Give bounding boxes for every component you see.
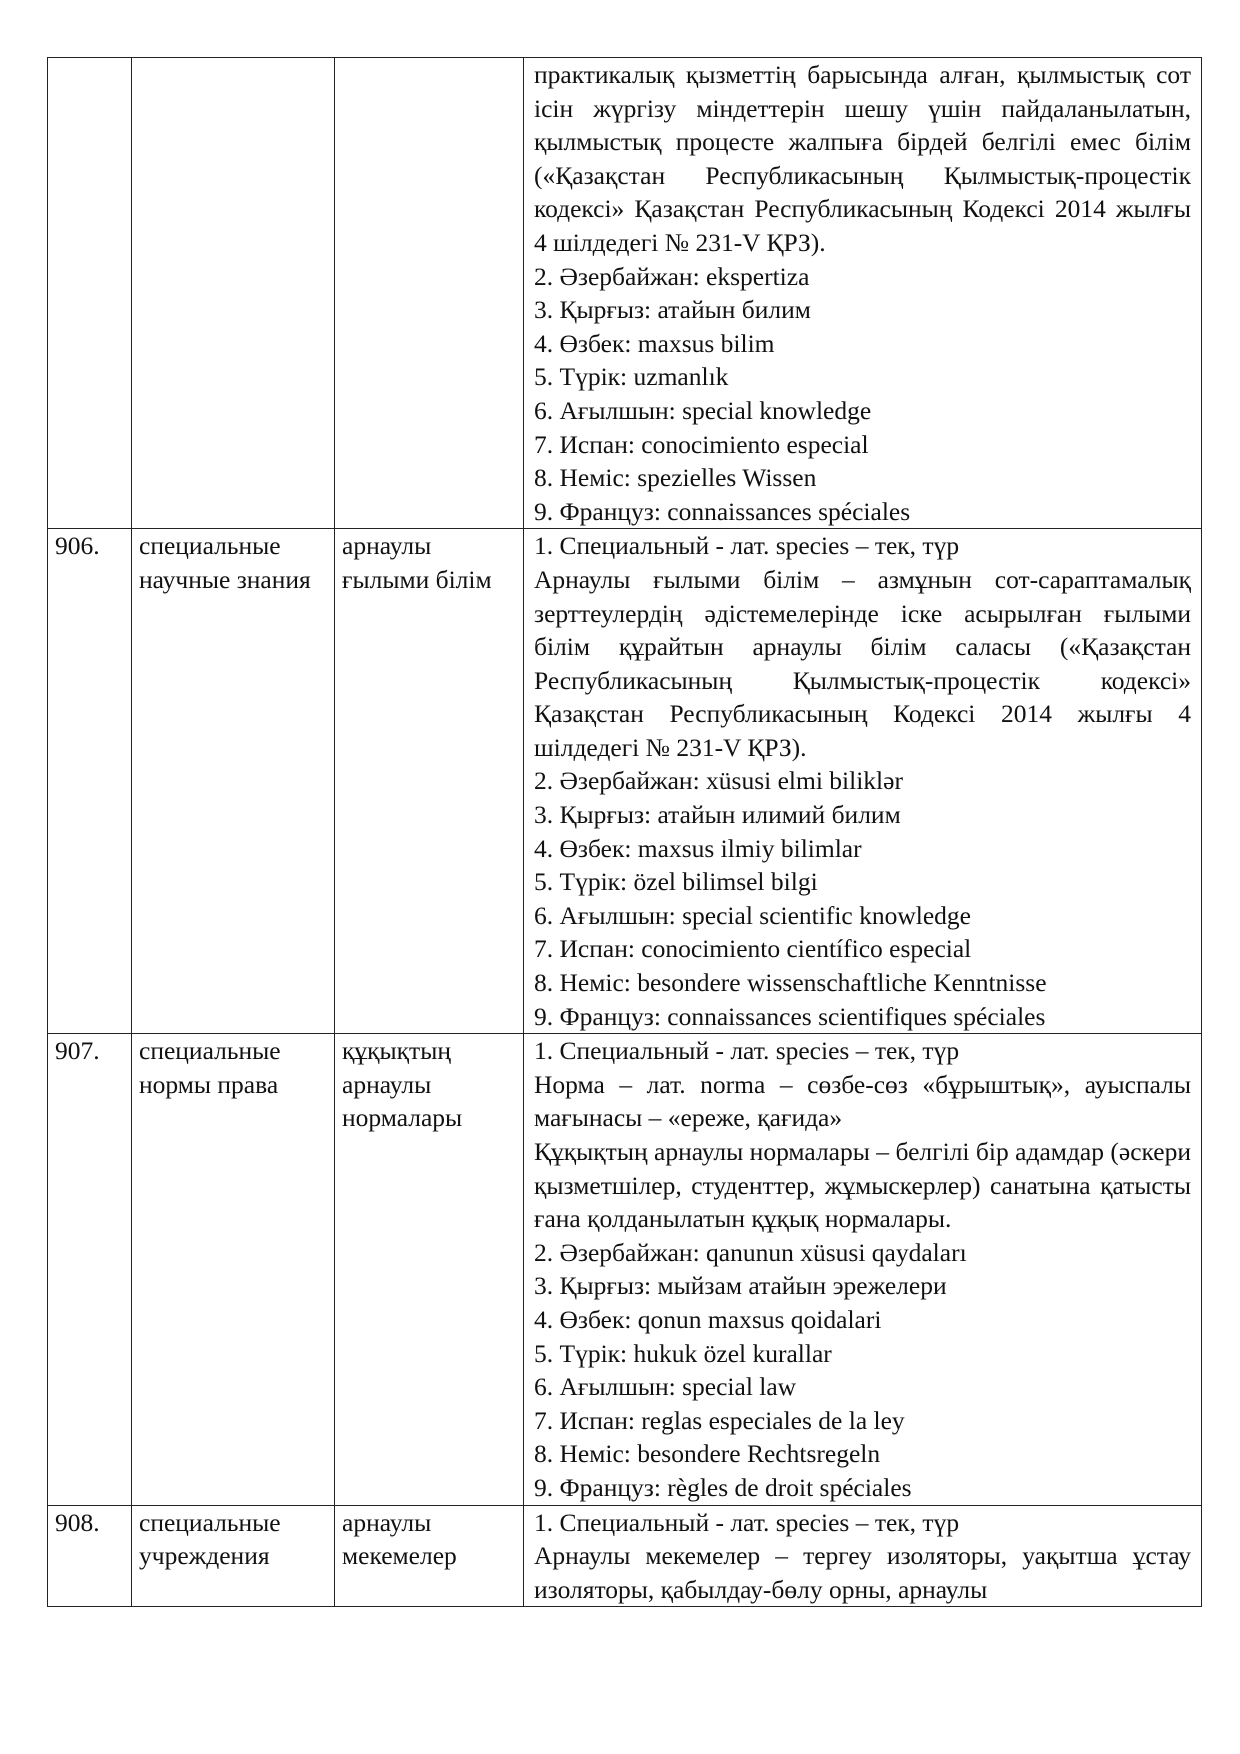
definition-cell: [524, 1034, 1202, 1505]
entry-number: [48, 58, 132, 529]
translation-line: 5. Түрік: hukuk özel kurallar: [534, 1338, 832, 1368]
translation-line: 8. Неміс: besondere Rechtsregeln: [534, 1439, 881, 1469]
translation-line: 2. Әзербайжан: ekspertiza: [534, 261, 810, 291]
kazakh-term: құқықтың арнаулы нормалары: [335, 1034, 524, 1505]
translation-line: 7. Испан: conocimiento científico especial: [534, 934, 972, 964]
translation-line: 6. Ағылшын: special knowledge: [534, 395, 872, 425]
translation-line: 9. Француз: règles de droit spéciales: [534, 1472, 912, 1502]
translation-line: 5. Түрік: uzmanlık: [534, 362, 729, 392]
entry-number: 907.: [48, 1034, 132, 1505]
definition-text: практикалық қызметтің барысында алған, қылмыстық сот ісін жүргізу міндеттерін шешу үшін пайдаланылатын, қылмыстық процесте жалпыға бірдей белгілі емес білім («Қазақстан Республикасының Қылмыстық-процестік кодексі» Қазақстан Республикасының Кодексі 2014 жылғы 4 шілдедегі № 231-V ҚРЗ).: [534, 60, 1191, 257]
table-row: [48, 529, 1202, 1034]
translation-line: 4. Өзбек: qonun maxsus qoidalari: [534, 1304, 882, 1334]
russian-term: [132, 58, 335, 529]
definition-cell: [524, 58, 1202, 529]
translation-line: 6. Ағылшын: special scientific knowledge: [534, 900, 971, 930]
translation-line: 9. Француз: connaissances scientifiques spéciales: [534, 1001, 1046, 1031]
translation-line: 2. Әзербайжан: qanunun xüsusi qaydaları: [534, 1237, 967, 1267]
table-row: [48, 1034, 1202, 1505]
etymology-note: Норма – лат. norma – сөзбе-сөз «бұрыштық», ауыспалы мағынасы – «ереже, қағида»: [534, 1069, 1191, 1133]
translation-line: 4. Өзбек: maxsus ilmiy bilimlar: [534, 833, 862, 863]
translation-line: 7. Испан: conocimiento especial: [534, 429, 869, 459]
translation-line: 5. Түрік: özel bilimsel bilgi: [534, 867, 818, 897]
translation-line: 8. Неміс: besondere wissenschaftliche Kenntnisse: [534, 968, 1047, 998]
translation-line: 2. Әзербайжан: xüsusi elmi biliklər: [534, 766, 903, 796]
translation-line: 9. Француз: connaissances spéciales: [534, 496, 911, 526]
translation-line: 3. Қырғыз: атайын илимий билим: [534, 800, 901, 830]
etymology-line: 1. Специальный - лат. species – тек, түр: [534, 531, 960, 561]
table-row: [48, 58, 1202, 529]
entry-number: 908.: [48, 1505, 132, 1607]
definition-text: Арнаулы мекемелер – тергеу изоляторы, уақытша ұстау изоляторы, қабылдау-бөлу орны, арнаулы: [534, 1541, 1191, 1604]
russian-term: специальные учреждения: [132, 1505, 335, 1607]
definition-text: Құқықтың арнаулы нормалары – белгілі бір адамдар (әскери қызметшілер, студенттер, жұмыскерлер) санатына қатысты ғана қолданылатын құқық нормалары.: [534, 1137, 1191, 1234]
translation-line: 6. Ағылшын: special law: [534, 1372, 797, 1402]
kazakh-term: арнаулы мекемелер: [335, 1505, 524, 1607]
etymology-line: 1. Специальный - лат. species – тек, түр: [534, 1507, 960, 1537]
translation-line: 7. Испан: reglas especiales de la ley: [534, 1405, 905, 1435]
kazakh-term: арнаулы ғылыми білім: [335, 529, 524, 1034]
table-row: [48, 1505, 1202, 1607]
definition-text: Арнаулы ғылыми білім – азмұнын сот-сараптамалық зерттеулердің әдістемелерінде іске асырылған ғылыми білім құрайтын арнаулы білім саласы («Қазақстан Республикасының Қылмыстық-процестік кодексі» Қазақстан Республикасының Кодексі 2014 жылғы 4 шілдедегі № 231-V ҚРЗ).: [534, 564, 1191, 762]
russian-term: специальные нормы права: [132, 1034, 335, 1505]
translation-line: 4. Өзбек: maxsus bilim: [534, 328, 775, 358]
kazakh-term: [335, 58, 524, 529]
document-page: [47, 57, 1201, 1607]
definition-cell: [524, 529, 1202, 1034]
entry-number: 906.: [48, 529, 132, 1034]
translation-line: 3. Қырғыз: атайын билим: [534, 295, 811, 325]
translation-line: 3. Қырғыз: мыйзам атайын эрежелери: [534, 1271, 947, 1301]
definition-cell: [524, 1505, 1202, 1607]
glossary-table: [47, 57, 1202, 1607]
russian-term: специальные научные знания: [132, 529, 335, 1034]
translation-line: 8. Неміс: spezielles Wissen: [534, 463, 817, 493]
etymology-line: 1. Специальный - лат. species – тек, түр: [534, 1036, 960, 1066]
